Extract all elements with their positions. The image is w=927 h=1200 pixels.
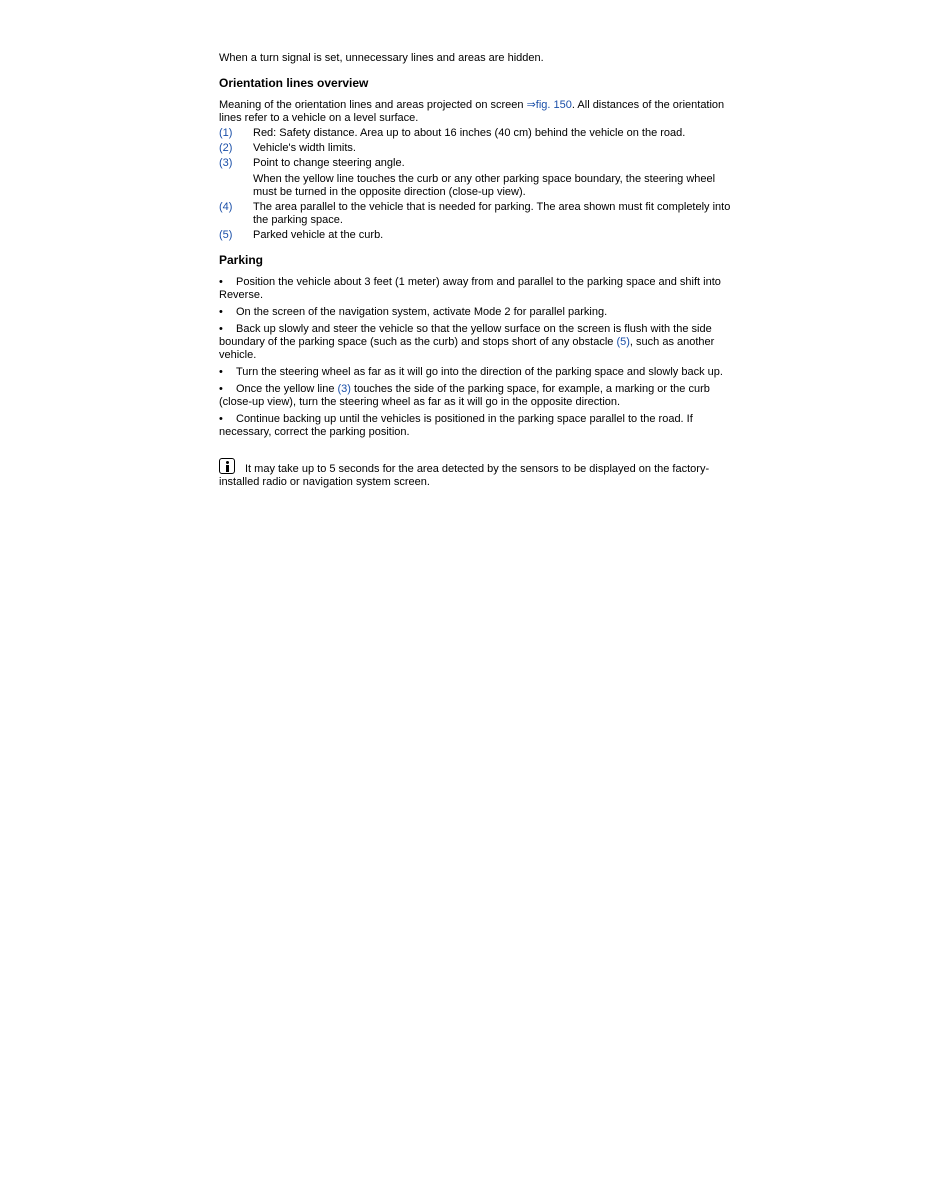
item-text: Vehicle's width limits.: [253, 142, 356, 154]
note-text: It may take up to 5 seconds for the area detected by the sensors to be displayed on the factory-installed radio or navigation system screen.: [219, 463, 710, 488]
orientation-meaning: [219, 99, 739, 125]
item-text: Point to change steering angle.: [253, 157, 405, 169]
parking-step-5: [219, 383, 739, 409]
item-number: (2): [219, 142, 233, 154]
orientation-item-3: [219, 157, 739, 199]
manual-content: [219, 52, 739, 489]
item-text: Red: Safety distance. Area up to about 16 inches (40 cm) behind the vehicle on the road.: [253, 127, 686, 139]
step-text: Turn the steering wheel as far as it will go into the direction of the parking space and slowly back up.: [236, 366, 723, 378]
orientation-item-5: [219, 229, 739, 242]
item-number: (5): [219, 229, 233, 241]
parking-step-2: [219, 306, 739, 319]
parking-step-1: [219, 276, 739, 302]
intro-text: When a turn signal is set, unnecessary lines and areas are hidden.: [219, 52, 544, 64]
reference-link-3[interactable]: (3): [337, 383, 351, 395]
bullet-icon: •: [219, 276, 223, 288]
step-text: touches the side of the parking space, for example, a marking or the curb (close-up view), turn the steering wheel as far as it will go in the opposite direction.: [219, 383, 710, 408]
meaning-text-start: Meaning of the orientation lines and areas projected on screen: [219, 99, 527, 111]
bullet-icon: •: [219, 413, 223, 425]
orientation-heading: Orientation lines overview: [219, 76, 369, 90]
item-text: Parked vehicle at the curb.: [253, 229, 384, 241]
step-text: On the screen of the navigation system, activate Mode 2 for parallel parking.: [236, 306, 608, 318]
orientation-item-2: [219, 142, 739, 155]
step-text: Continue backing up until the vehicles is positioned in the parking space parallel to the road. If necessary, correct the parking position.: [219, 413, 693, 438]
bullet-icon: •: [219, 366, 223, 378]
parking-step-3: [219, 323, 739, 362]
parking-steps: [219, 276, 739, 439]
reference-link-5[interactable]: (5): [616, 336, 630, 348]
orientation-item-4: [219, 201, 739, 227]
item-subtext: When the yellow line touches the curb or any other parking space boundary, the steering wheel must be turned in the opposite direction (close-up view).: [253, 173, 716, 198]
item-number: (3): [219, 157, 233, 169]
bullet-icon: •: [219, 306, 223, 318]
step-text: Back up slowly and steer the vehicle so that the yellow surface on the screen is flush with the side boundary of the parking space (such as the curb) and stops short of any obstacle: [219, 323, 712, 348]
orientation-item-1: [219, 127, 739, 140]
item-text-block: [253, 157, 739, 199]
parking-step-4: [219, 366, 739, 379]
step-text: , such as another vehicle.: [219, 336, 715, 361]
figure-link[interactable]: ⇒fig. 150: [526, 99, 572, 111]
meaning-text-end: . All distances of the orientation lines refer to a vehicle on a level surface.: [219, 99, 725, 124]
bullet-icon: •: [219, 323, 223, 335]
step-text: Once the yellow line: [236, 383, 338, 395]
item-text: The area parallel to the vehicle that is needed for parking. The area shown must fit completely into the parking space.: [253, 201, 731, 226]
bullet-icon: •: [219, 383, 223, 395]
orientation-list: [219, 127, 739, 242]
parking-step-6: [219, 413, 739, 439]
parking-heading: Parking: [219, 253, 264, 267]
step-text: Position the vehicle about 3 feet (1 meter) away from and parallel to the parking space and shift into Reverse.: [219, 276, 721, 301]
item-number: (4): [219, 201, 233, 213]
info-icon: [219, 458, 235, 474]
item-number: (1): [219, 127, 233, 139]
info-note: [219, 458, 739, 489]
